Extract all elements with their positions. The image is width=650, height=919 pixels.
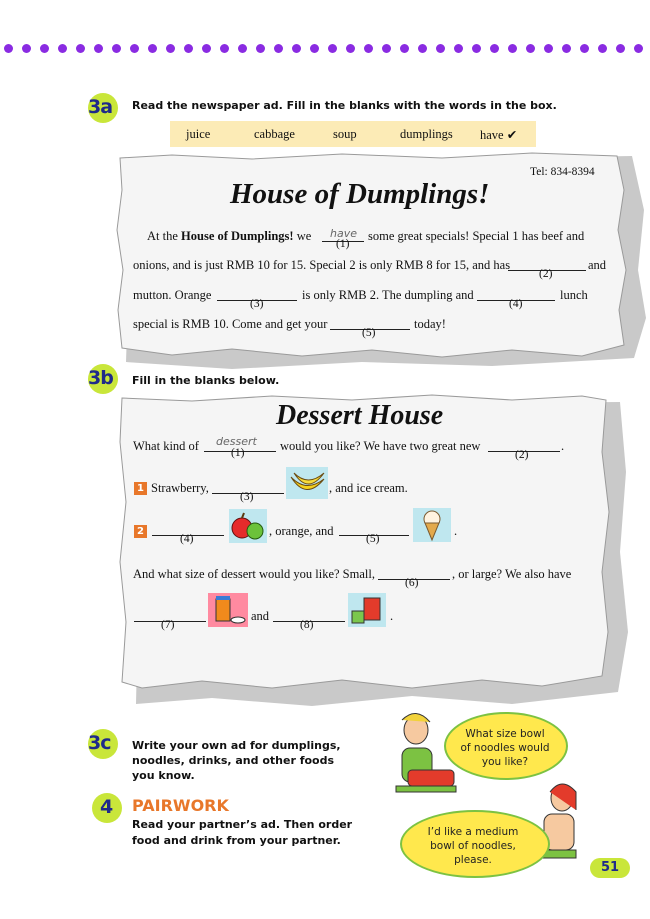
apple-icon (229, 509, 267, 543)
border-dot (418, 44, 427, 53)
tea-picture (348, 593, 386, 627)
blank-number: (2) (539, 268, 553, 280)
border-dot (238, 44, 247, 53)
text: Strawberry, (151, 481, 209, 495)
border-dot (598, 44, 607, 53)
bubble-line: What size bowl (465, 728, 545, 740)
border-dot (220, 44, 229, 53)
badge-label: 3b (88, 367, 113, 389)
section-badge-3b (88, 364, 118, 394)
word-box-item: soup (333, 127, 357, 141)
item-number-1: 1 (134, 482, 147, 495)
border-dot (472, 44, 481, 53)
border-dot (22, 44, 31, 53)
section-badge-3a (88, 93, 118, 123)
juice-icon (208, 593, 248, 627)
instruction-4-line-1: Read your partner’s ad. Then order (132, 818, 353, 831)
blank-number: (7) (161, 619, 175, 631)
border-dot (454, 44, 463, 53)
border-dot (490, 44, 499, 53)
text: and (251, 609, 270, 623)
ad-line-4: special is RMB 10. Come and get your (133, 317, 328, 331)
text: and (588, 258, 607, 272)
word-box-item: have ✔ (480, 128, 518, 142)
border-dot (382, 44, 391, 53)
badge-label: 3c (88, 732, 111, 754)
tea-icon (348, 593, 386, 627)
ad-title: House of Dumplings! (230, 178, 490, 210)
ice-cream-icon (413, 508, 451, 542)
badge-label: 4 (100, 796, 113, 818)
border-dot (310, 44, 319, 53)
border-dot (526, 44, 535, 53)
bubble-line: you like? (481, 756, 529, 768)
text: . (454, 524, 458, 538)
text: would you like? We have two great new (280, 439, 481, 453)
blank-number: (8) (300, 619, 314, 631)
instruction-3b: Fill in the blanks below. (132, 374, 280, 387)
border-dot (580, 44, 589, 53)
item-number-2: 2 (134, 525, 147, 538)
blank-number: (3) (250, 298, 264, 310)
ad-line-2: onions, and is just RMB 10 for 15. Special 2 is only RMB 8 for 15, and has (133, 258, 511, 272)
pairwork-heading: PAIRWORK (132, 796, 229, 815)
blank-number: (1) (231, 447, 245, 459)
word-box (170, 121, 536, 147)
border-dot (184, 44, 193, 53)
badge-label: 3a (88, 96, 113, 118)
text: is only RMB 2. The dumpling and (302, 288, 474, 302)
border-dot (94, 44, 103, 53)
text: some great specials! Special 1 has beef and (368, 229, 585, 243)
border-dot (202, 44, 211, 53)
border-dot (4, 44, 13, 53)
border-dot (58, 44, 67, 53)
answer-1: dessert (216, 435, 257, 448)
instruction-4-line-2: food and drink from your partner. (132, 834, 341, 847)
border-dot (508, 44, 517, 53)
border-dot (148, 44, 157, 53)
section-badge-4 (92, 793, 122, 823)
ice-cream-picture (413, 508, 451, 542)
text: What kind of (133, 439, 199, 453)
text: lunch (560, 288, 588, 302)
blank-number: (5) (362, 327, 376, 339)
ad-line-3: mutton. Orange (133, 288, 212, 302)
word-box-item: dumplings (400, 127, 453, 141)
border-dot (40, 44, 49, 53)
instruction-3c-line-3: you know. (132, 769, 195, 782)
border-dot (346, 44, 355, 53)
border-dot (634, 44, 643, 53)
border-dot (436, 44, 445, 53)
text: At the (147, 229, 182, 243)
border-dot (544, 44, 553, 53)
text: today! (414, 317, 446, 331)
dotted-border (0, 44, 650, 58)
bananas-picture (286, 467, 328, 499)
instruction-3a: Read the newspaper ad. Fill in the blanks with the words in the box. (132, 99, 557, 112)
border-dot (328, 44, 337, 53)
border-dot (616, 44, 625, 53)
text-bold: House of Dumplings! (181, 229, 294, 243)
blank-number: (3) (240, 491, 254, 503)
text: , and ice cream. (329, 481, 408, 495)
bubble-line: please. (454, 854, 492, 866)
bubble-line: bowl of noodles, (430, 840, 516, 852)
ad-line-1 (147, 229, 311, 244)
border-dot (256, 44, 265, 53)
answer-1: have (330, 227, 357, 240)
border-dot (364, 44, 373, 53)
border-dot (76, 44, 85, 53)
page-number: 51 (590, 858, 630, 878)
border-dot (562, 44, 571, 53)
blank-number: (6) (405, 577, 419, 589)
telephone (530, 166, 595, 178)
bubble-line: I’d like a medium (427, 826, 519, 838)
border-dot (112, 44, 121, 53)
text: . (390, 609, 394, 623)
text: , orange, and (269, 524, 334, 538)
blank-number: (5) (366, 533, 380, 545)
speech-bubble-top-text (452, 727, 558, 769)
apples-picture (229, 509, 267, 543)
blank-number: (4) (509, 298, 523, 310)
bubble-line: of noodles would (460, 742, 550, 754)
text: . (561, 439, 565, 453)
border-dot (400, 44, 409, 53)
dessert-title: Dessert House (276, 400, 444, 431)
border-dot (292, 44, 301, 53)
word-box-item: juice (186, 127, 211, 141)
word-box-item: cabbage (254, 127, 295, 141)
banana-icon (286, 467, 328, 499)
speech-bubble-bottom-text (410, 825, 536, 867)
juice-picture (208, 593, 248, 627)
instruction-3c-line-2: noodles, drinks, and other foods (132, 754, 335, 767)
text: And what size of dessert would you like? Small, (133, 567, 375, 581)
instruction-3c-line-1: Write your own ad for dumplings, (132, 739, 341, 752)
blank-number: (2) (515, 449, 529, 461)
text: we (293, 229, 312, 243)
border-dot (166, 44, 175, 53)
blank-number: (1) (336, 238, 350, 250)
section-badge-3c (88, 729, 118, 759)
text: , or large? We also have (452, 567, 572, 581)
border-dot (274, 44, 283, 53)
border-dot (130, 44, 139, 53)
blank-number: (4) (180, 533, 194, 545)
telephone-text: Tel: 834-8394 (530, 166, 595, 178)
